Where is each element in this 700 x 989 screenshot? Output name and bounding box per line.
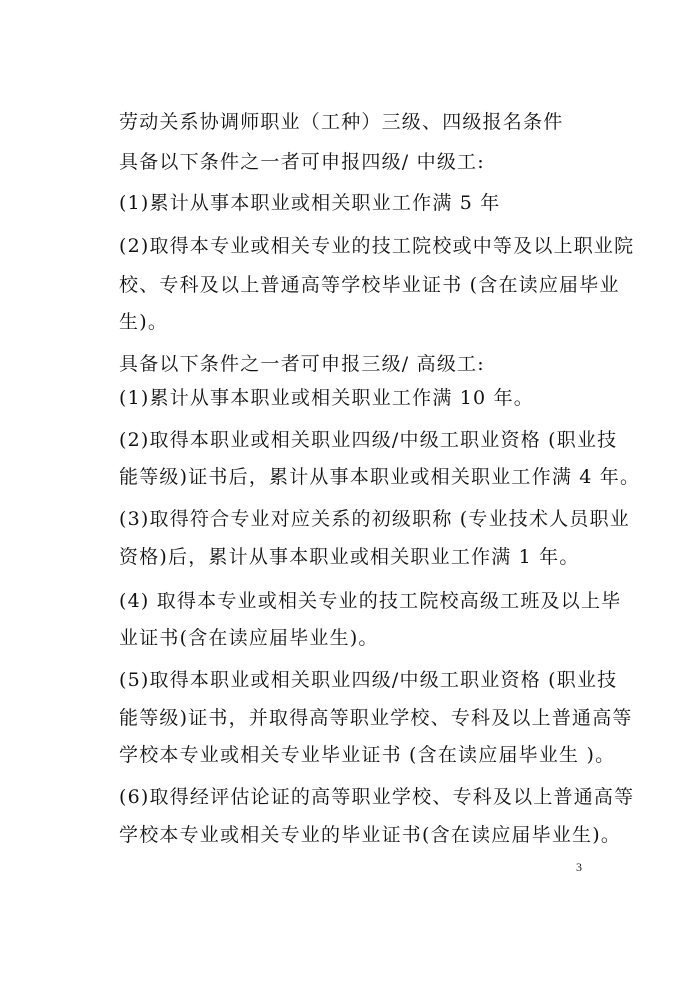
level3-item-3-line-2: 资格)后，累计从事本职业或相关职业工作满 1 年。	[119, 546, 580, 568]
level4-item-2-line-2: 校、专科及以上普通高等学校毕业证书 (含在读应届毕业	[119, 274, 620, 296]
level4-item-2-line-3: 生)。	[119, 311, 169, 333]
level3-item-1: (1)累计从事本职业或相关职业工作满 10 年。	[119, 387, 534, 409]
level4-heading: 具备以下条件之一者可申报四级/ 中级工:	[119, 151, 485, 173]
level3-item-5-line-2: 能等级)证书，并取得高等职业学校、专科及以上普通高等	[119, 707, 633, 729]
level3-item-5-line-1: (5)取得本职业或相关职业四级/中级工职业资格 (职业技	[119, 669, 618, 691]
level3-item-6-line-2: 学校本专业或相关专业的毕业证书(含在读应届毕业生)。	[119, 824, 622, 846]
level3-item-3-line-1: (3)取得符合专业对应关系的初级职称 (专业技术人员职业	[119, 508, 630, 530]
level3-item-4-line-1: (4) 取得本专业或相关专业的技工院校高级工班及以上毕	[119, 590, 622, 612]
level3-heading: 具备以下条件之一者可申报三级/ 高级工:	[119, 353, 485, 375]
document-title: 劳动关系协调师职业（工种）三级、四级报名条件	[119, 111, 564, 133]
level3-item-5-line-3: 学校本专业或相关专业毕业证书 (含在读应届毕业生 )。	[119, 744, 616, 766]
page-number: 3	[576, 860, 582, 874]
level4-item-2-line-1: (2)取得本专业或相关专业的技工院校或中等及以上职业院	[119, 235, 635, 257]
level3-item-2-line-2: 能等级)证书后，累计从事本职业或相关职业工作满 4 年。	[119, 466, 641, 488]
level3-item-2-line-1: (2)取得本职业或相关职业四级/中级工职业资格 (职业技	[119, 429, 618, 451]
level4-item-1: (1)累计从事本职业或相关职业工作满 5 年	[119, 192, 501, 214]
level3-item-6-line-1: (6)取得经评估论证的高等职业学校、专科及以上普通高等	[119, 786, 635, 808]
level3-item-4-line-2: 业证书(含在读应届毕业生)。	[119, 627, 379, 649]
